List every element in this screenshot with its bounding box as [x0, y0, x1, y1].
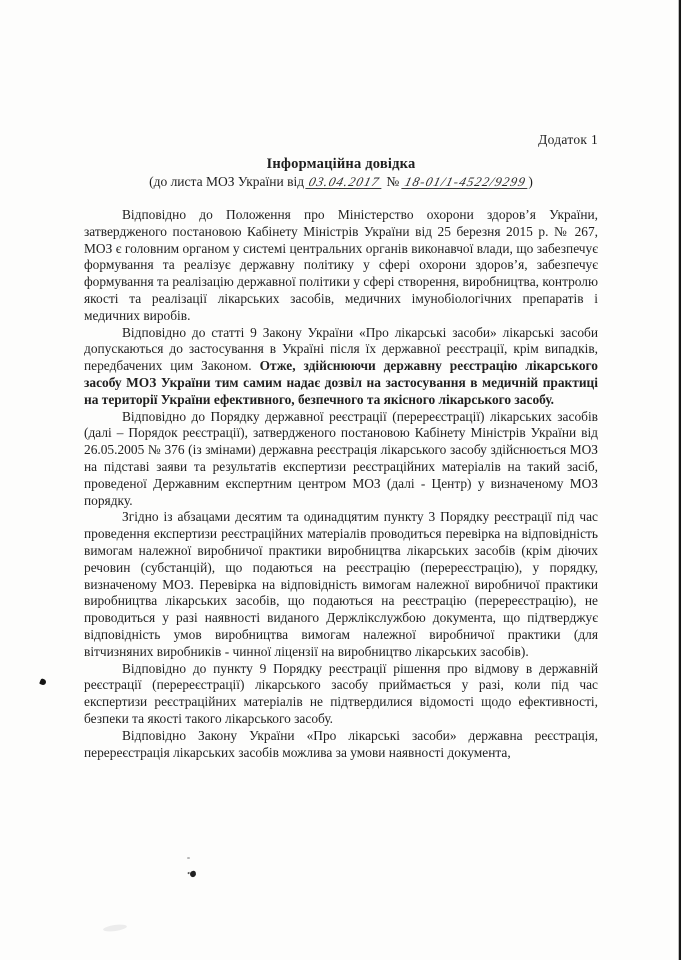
subtitle-prefix: (до листа МОЗ України від	[149, 174, 305, 189]
paragraph-2-bold: Отже, здійснюючи державну реєстрацію лікарського засобу МОЗ України тим самим надає дозвіл на застосування в медичній практиці на території України ефективного, безпечного та якісного лікарського засобу.	[84, 358, 599, 407]
handwritten-number: 18-01/1-4522/9299	[401, 175, 530, 189]
number-sign: №	[386, 174, 400, 189]
scan-smudge-artifact	[103, 923, 128, 932]
paragraph-6: Відповідно Закону України «Про лікарські засоби» державна реєстрація, перереєстрація лікарських засобів можлива за умови наявності документа,	[84, 727, 598, 760]
paragraph-1: Відповідно до Положення про Міністерство охорони здоров’я України, затвердженого постановою Кабінету Міністрів України від 25 березня 2015 р. № 267, МОЗ є головним органом у системі центральних органів виконавчої влади, що забезпечує формування та реалізує державну політику у сфері охорони здоров’я, забезпечує формування та реалізацію державної політики у сфері створення, виробництва, контролю якості та реалізації лікарських засобів, медичних імунобіологічних препаратів і медичних виробів.	[84, 207, 598, 323]
paragraph-3: Відповідно до Порядку державної реєстрації (перереєстрації) лікарських засобів (далі – Порядок реєстрації), затвердженого постановою Кабінету Міністрів України від 26.05.2005 № 376 (із змінами) державна реєстрація лікарського засобу здійснюється МОЗ на підставі заяви та результатів експертизи реєстраційних матеріалів на такий засіб, проведеної Державним експертним центром МОЗ (далі - Центр) у визначеному МОЗ порядку.	[84, 408, 598, 508]
document-subtitle	[84, 174, 598, 190]
document-title: Інформаційна довідка	[266, 156, 416, 172]
ink-blot-artifact	[189, 870, 196, 877]
document-content	[84, 0, 598, 761]
ink-blot-artifact	[39, 678, 47, 686]
subtitle-suffix: )	[528, 174, 533, 189]
handwritten-date: 03.04.2017	[306, 175, 385, 189]
paragraph-2	[84, 325, 598, 409]
document-body	[84, 207, 598, 761]
annex-label: Додаток 1	[538, 132, 598, 147]
paragraph-4: Згідно із абзацами десятим та одинадцятим пункту 3 Порядку реєстрації під час проведення експертизи реєстраційних матеріалів проводиться перевірка на відповідність вимогам належної виробничої практики виробництва лікарських засобів (крім діючих речовин (субстанцій), що подаються на реєстрацію (перереєстрацію), у порядку, визначеному МОЗ. Перевірка на відповідність вимогам належної виробничої практики виробництва лікарських засобів, що подаються на реєстрацію (перереєстрацію), не проводиться у разі наявності виданого Держлікслужбою документа, що підтверджує відповідність умов виробництва вимогам належної виробничої практики (для вітчизняних виробників - чинної ліцензії на виробництво лікарських засобів).	[84, 509, 598, 659]
paragraph-5: Відповідно до пункту 9 Порядку реєстрації рішення про відмову в державній реєстрації (перереєстрації) лікарського засобу приймається у разі, коли під час експертизи реєстраційних матеріалів не підтвердилися відомості щодо ефективності, безпеки та якості такого лікарського засобу.	[84, 660, 598, 726]
scan-edge-line	[679, 0, 681, 960]
ink-dot-artifact	[187, 857, 190, 859]
paragraph-2-normal: Відповідно до статті 9 Закону України «Про лікарські засоби» лікарські засоби допускаються до застосування в Україні після їх державної реєстрації, крім випадків, передбачених цим Законом.	[84, 324, 598, 374]
